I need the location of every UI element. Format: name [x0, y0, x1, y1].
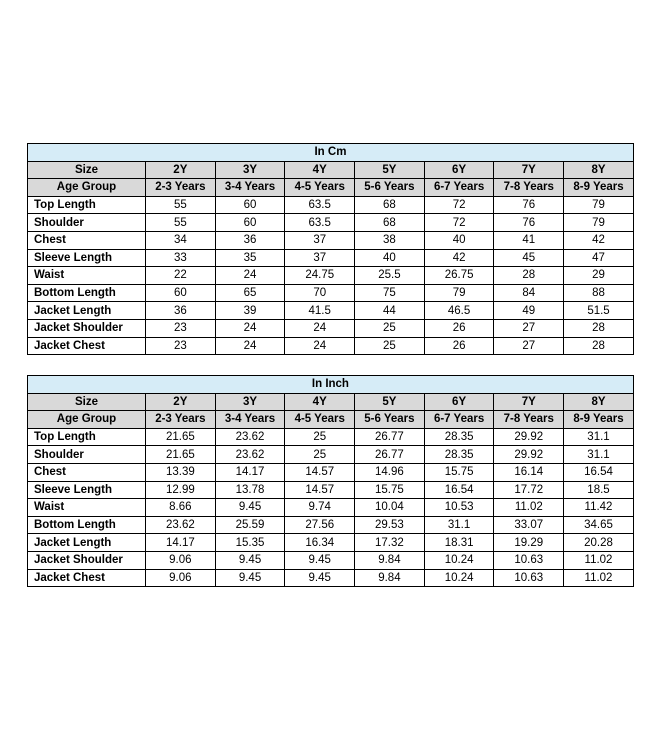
size-header-label: Size	[28, 161, 146, 179]
measurement-cell: 49	[494, 302, 564, 320]
measurement-cell: 29.53	[355, 516, 425, 534]
measurement-cell: 24	[285, 319, 355, 337]
measurement-cell: 45	[494, 249, 564, 267]
measurement-cell: 65	[215, 284, 285, 302]
measurement-cell: 9.84	[355, 569, 425, 587]
measurement-cell: 27	[494, 337, 564, 355]
measurement-cell: 28	[494, 267, 564, 285]
table-row	[28, 319, 634, 337]
measurement-cell: 31.1	[564, 428, 634, 446]
measurement-cell: 24	[215, 267, 285, 285]
measurement-cell: 72	[424, 214, 494, 232]
measurement-cell: 12.99	[146, 481, 216, 499]
measurement-cell: 17.72	[494, 481, 564, 499]
measurement-cell: 26.77	[355, 428, 425, 446]
measurement-cell: 9.74	[285, 499, 355, 517]
table-title-row	[28, 376, 634, 394]
size-header-cell: 8Y	[564, 161, 634, 179]
size-chart-inch-table	[27, 375, 634, 587]
size-header-cell: 2Y	[146, 161, 216, 179]
measurement-cell: 75	[355, 284, 425, 302]
measurement-cell: 40	[424, 231, 494, 249]
measurement-cell: 28.35	[424, 428, 494, 446]
measurement-cell: 9.45	[215, 499, 285, 517]
measurement-cell: 38	[355, 231, 425, 249]
measurement-cell: 41	[494, 231, 564, 249]
table-row	[28, 284, 634, 302]
measurement-cell: 8.66	[146, 499, 216, 517]
measurement-cell: 14.17	[146, 534, 216, 552]
measurement-cell: 26.75	[424, 267, 494, 285]
age-header-cell: 7-8 Years	[494, 411, 564, 429]
size-header-cell: 5Y	[355, 161, 425, 179]
age-header-cell: 5-6 Years	[355, 179, 425, 197]
size-header-cell: 4Y	[285, 161, 355, 179]
size-header-cell: 8Y	[564, 393, 634, 411]
measurement-cell: 51.5	[564, 302, 634, 320]
measurement-cell: 23.62	[215, 428, 285, 446]
measurement-cell: 36	[215, 231, 285, 249]
measurement-cell: 25.5	[355, 267, 425, 285]
measurement-cell: 42	[424, 249, 494, 267]
measurement-cell: 25.59	[215, 516, 285, 534]
age-header-cell: 7-8 Years	[494, 179, 564, 197]
size-header-row	[28, 161, 634, 179]
measurement-cell: 9.45	[285, 569, 355, 587]
measurement-cell: 42	[564, 231, 634, 249]
measurement-cell: 28.35	[424, 446, 494, 464]
measurement-cell: 9.45	[215, 569, 285, 587]
measurement-cell: 79	[564, 196, 634, 214]
size-header-label: Size	[28, 393, 146, 411]
table-title-row	[28, 144, 634, 162]
age-header-cell: 3-4 Years	[215, 179, 285, 197]
measurement-cell: 10.63	[494, 551, 564, 569]
table-row	[28, 302, 634, 320]
measurement-cell: 26.77	[355, 446, 425, 464]
table-row	[28, 481, 634, 499]
measurement-cell: 16.34	[285, 534, 355, 552]
measurement-cell: 37	[285, 231, 355, 249]
measurement-cell: 14.57	[285, 463, 355, 481]
measurement-cell: 29	[564, 267, 634, 285]
measurement-cell: 70	[285, 284, 355, 302]
measurement-cell: 24	[215, 319, 285, 337]
measurement-cell: 40	[355, 249, 425, 267]
measurement-cell: 29.92	[494, 446, 564, 464]
measurement-cell: 26	[424, 337, 494, 355]
measurement-cell: 47	[564, 249, 634, 267]
measurement-cell: 19.29	[494, 534, 564, 552]
measurement-cell: 55	[146, 196, 216, 214]
measurement-cell: 35	[215, 249, 285, 267]
measurement-cell: 37	[285, 249, 355, 267]
size-header-cell: 6Y	[424, 161, 494, 179]
table-row	[28, 463, 634, 481]
measurement-cell: 26	[424, 319, 494, 337]
table-row	[28, 214, 634, 232]
measurement-cell: 34.65	[564, 516, 634, 534]
row-label: Bottom Length	[28, 516, 146, 534]
measurement-cell: 15.75	[355, 481, 425, 499]
measurement-cell: 27	[494, 319, 564, 337]
measurement-cell: 10.63	[494, 569, 564, 587]
measurement-cell: 13.78	[215, 481, 285, 499]
measurement-cell: 18.5	[564, 481, 634, 499]
row-label: Top Length	[28, 428, 146, 446]
age-header-cell: 8-9 Years	[564, 179, 634, 197]
measurement-cell: 88	[564, 284, 634, 302]
measurement-cell: 25	[355, 319, 425, 337]
age-header-cell: 8-9 Years	[564, 411, 634, 429]
size-chart-cm-table	[27, 143, 634, 355]
measurement-cell: 15.35	[215, 534, 285, 552]
measurement-cell: 44	[355, 302, 425, 320]
measurement-cell: 28	[564, 319, 634, 337]
measurement-cell: 39	[215, 302, 285, 320]
size-header-cell: 3Y	[215, 393, 285, 411]
table-row	[28, 516, 634, 534]
age-header-cell: 2-3 Years	[146, 179, 216, 197]
age-header-row	[28, 179, 634, 197]
age-header-cell: 4-5 Years	[285, 411, 355, 429]
measurement-cell: 13.39	[146, 463, 216, 481]
age-header-cell: 4-5 Years	[285, 179, 355, 197]
measurement-cell: 31.1	[424, 516, 494, 534]
measurement-cell: 79	[564, 214, 634, 232]
measurement-cell: 68	[355, 196, 425, 214]
measurement-cell: 63.5	[285, 214, 355, 232]
measurement-cell: 9.45	[285, 551, 355, 569]
table-row	[28, 551, 634, 569]
table-row	[28, 267, 634, 285]
measurement-cell: 10.53	[424, 499, 494, 517]
table-row	[28, 428, 634, 446]
row-label: Jacket Shoulder	[28, 551, 146, 569]
row-label: Waist	[28, 499, 146, 517]
measurement-cell: 14.57	[285, 481, 355, 499]
table-row	[28, 534, 634, 552]
table-title: In Cm	[28, 144, 634, 162]
age-header-row	[28, 411, 634, 429]
measurement-cell: 24.75	[285, 267, 355, 285]
measurement-cell: 33.07	[494, 516, 564, 534]
measurement-cell: 23	[146, 337, 216, 355]
age-header-label: Age Group	[28, 411, 146, 429]
age-header-cell: 3-4 Years	[215, 411, 285, 429]
measurement-cell: 14.96	[355, 463, 425, 481]
row-label: Jacket Shoulder	[28, 319, 146, 337]
row-label: Sleeve Length	[28, 249, 146, 267]
measurement-cell: 22	[146, 267, 216, 285]
measurement-cell: 46.5	[424, 302, 494, 320]
measurement-cell: 11.02	[564, 569, 634, 587]
row-label: Top Length	[28, 196, 146, 214]
row-label: Jacket Length	[28, 534, 146, 552]
age-header-cell: 6-7 Years	[424, 411, 494, 429]
row-label: Sleeve Length	[28, 481, 146, 499]
measurement-cell: 55	[146, 214, 216, 232]
measurement-cell: 14.17	[215, 463, 285, 481]
measurement-cell: 79	[424, 284, 494, 302]
measurement-cell: 33	[146, 249, 216, 267]
table-row	[28, 569, 634, 587]
measurement-cell: 23.62	[215, 446, 285, 464]
size-header-cell: 7Y	[494, 393, 564, 411]
row-label: Bottom Length	[28, 284, 146, 302]
measurement-cell: 29.92	[494, 428, 564, 446]
measurement-cell: 23.62	[146, 516, 216, 534]
table-row	[28, 196, 634, 214]
measurement-cell: 24	[215, 337, 285, 355]
measurement-cell: 25	[285, 428, 355, 446]
measurement-cell: 63.5	[285, 196, 355, 214]
measurement-cell: 34	[146, 231, 216, 249]
size-header-cell: 4Y	[285, 393, 355, 411]
measurement-cell: 9.84	[355, 551, 425, 569]
measurement-cell: 11.02	[564, 551, 634, 569]
measurement-cell: 21.65	[146, 428, 216, 446]
row-label: Jacket Chest	[28, 569, 146, 587]
measurement-cell: 28	[564, 337, 634, 355]
measurement-cell: 21.65	[146, 446, 216, 464]
table-row	[28, 446, 634, 464]
measurement-cell: 72	[424, 196, 494, 214]
table-row	[28, 249, 634, 267]
measurement-cell: 24	[285, 337, 355, 355]
measurement-cell: 84	[494, 284, 564, 302]
measurement-cell: 60	[215, 196, 285, 214]
measurement-cell: 20.28	[564, 534, 634, 552]
measurement-cell: 9.06	[146, 569, 216, 587]
measurement-cell: 23	[146, 319, 216, 337]
measurement-cell: 31.1	[564, 446, 634, 464]
row-label: Jacket Chest	[28, 337, 146, 355]
size-header-cell: 3Y	[215, 161, 285, 179]
measurement-cell: 18.31	[424, 534, 494, 552]
measurement-cell: 25	[285, 446, 355, 464]
measurement-cell: 11.02	[494, 499, 564, 517]
measurement-cell: 60	[146, 284, 216, 302]
row-label: Shoulder	[28, 446, 146, 464]
measurement-cell: 16.54	[424, 481, 494, 499]
measurement-cell: 10.24	[424, 569, 494, 587]
measurement-cell: 10.04	[355, 499, 425, 517]
measurement-cell: 10.24	[424, 551, 494, 569]
measurement-cell: 16.14	[494, 463, 564, 481]
row-label: Jacket Length	[28, 302, 146, 320]
table-row	[28, 231, 634, 249]
age-header-cell: 2-3 Years	[146, 411, 216, 429]
measurement-cell: 60	[215, 214, 285, 232]
measurement-cell: 17.32	[355, 534, 425, 552]
age-header-cell: 6-7 Years	[424, 179, 494, 197]
table-row	[28, 337, 634, 355]
measurement-cell: 41.5	[285, 302, 355, 320]
measurement-cell: 68	[355, 214, 425, 232]
table-title: In Inch	[28, 376, 634, 394]
table-row	[28, 499, 634, 517]
row-label: Chest	[28, 463, 146, 481]
age-header-cell: 5-6 Years	[355, 411, 425, 429]
measurement-cell: 15.75	[424, 463, 494, 481]
size-header-cell: 2Y	[146, 393, 216, 411]
measurement-cell: 76	[494, 214, 564, 232]
size-header-cell: 7Y	[494, 161, 564, 179]
size-header-cell: 5Y	[355, 393, 425, 411]
size-header-row	[28, 393, 634, 411]
size-header-cell: 6Y	[424, 393, 494, 411]
row-label: Shoulder	[28, 214, 146, 232]
measurement-cell: 9.45	[215, 551, 285, 569]
measurement-cell: 76	[494, 196, 564, 214]
row-label: Waist	[28, 267, 146, 285]
measurement-cell: 9.06	[146, 551, 216, 569]
measurement-cell: 16.54	[564, 463, 634, 481]
measurement-cell: 11.42	[564, 499, 634, 517]
measurement-cell: 25	[355, 337, 425, 355]
measurement-cell: 27.56	[285, 516, 355, 534]
measurement-cell: 36	[146, 302, 216, 320]
row-label: Chest	[28, 231, 146, 249]
age-header-label: Age Group	[28, 179, 146, 197]
